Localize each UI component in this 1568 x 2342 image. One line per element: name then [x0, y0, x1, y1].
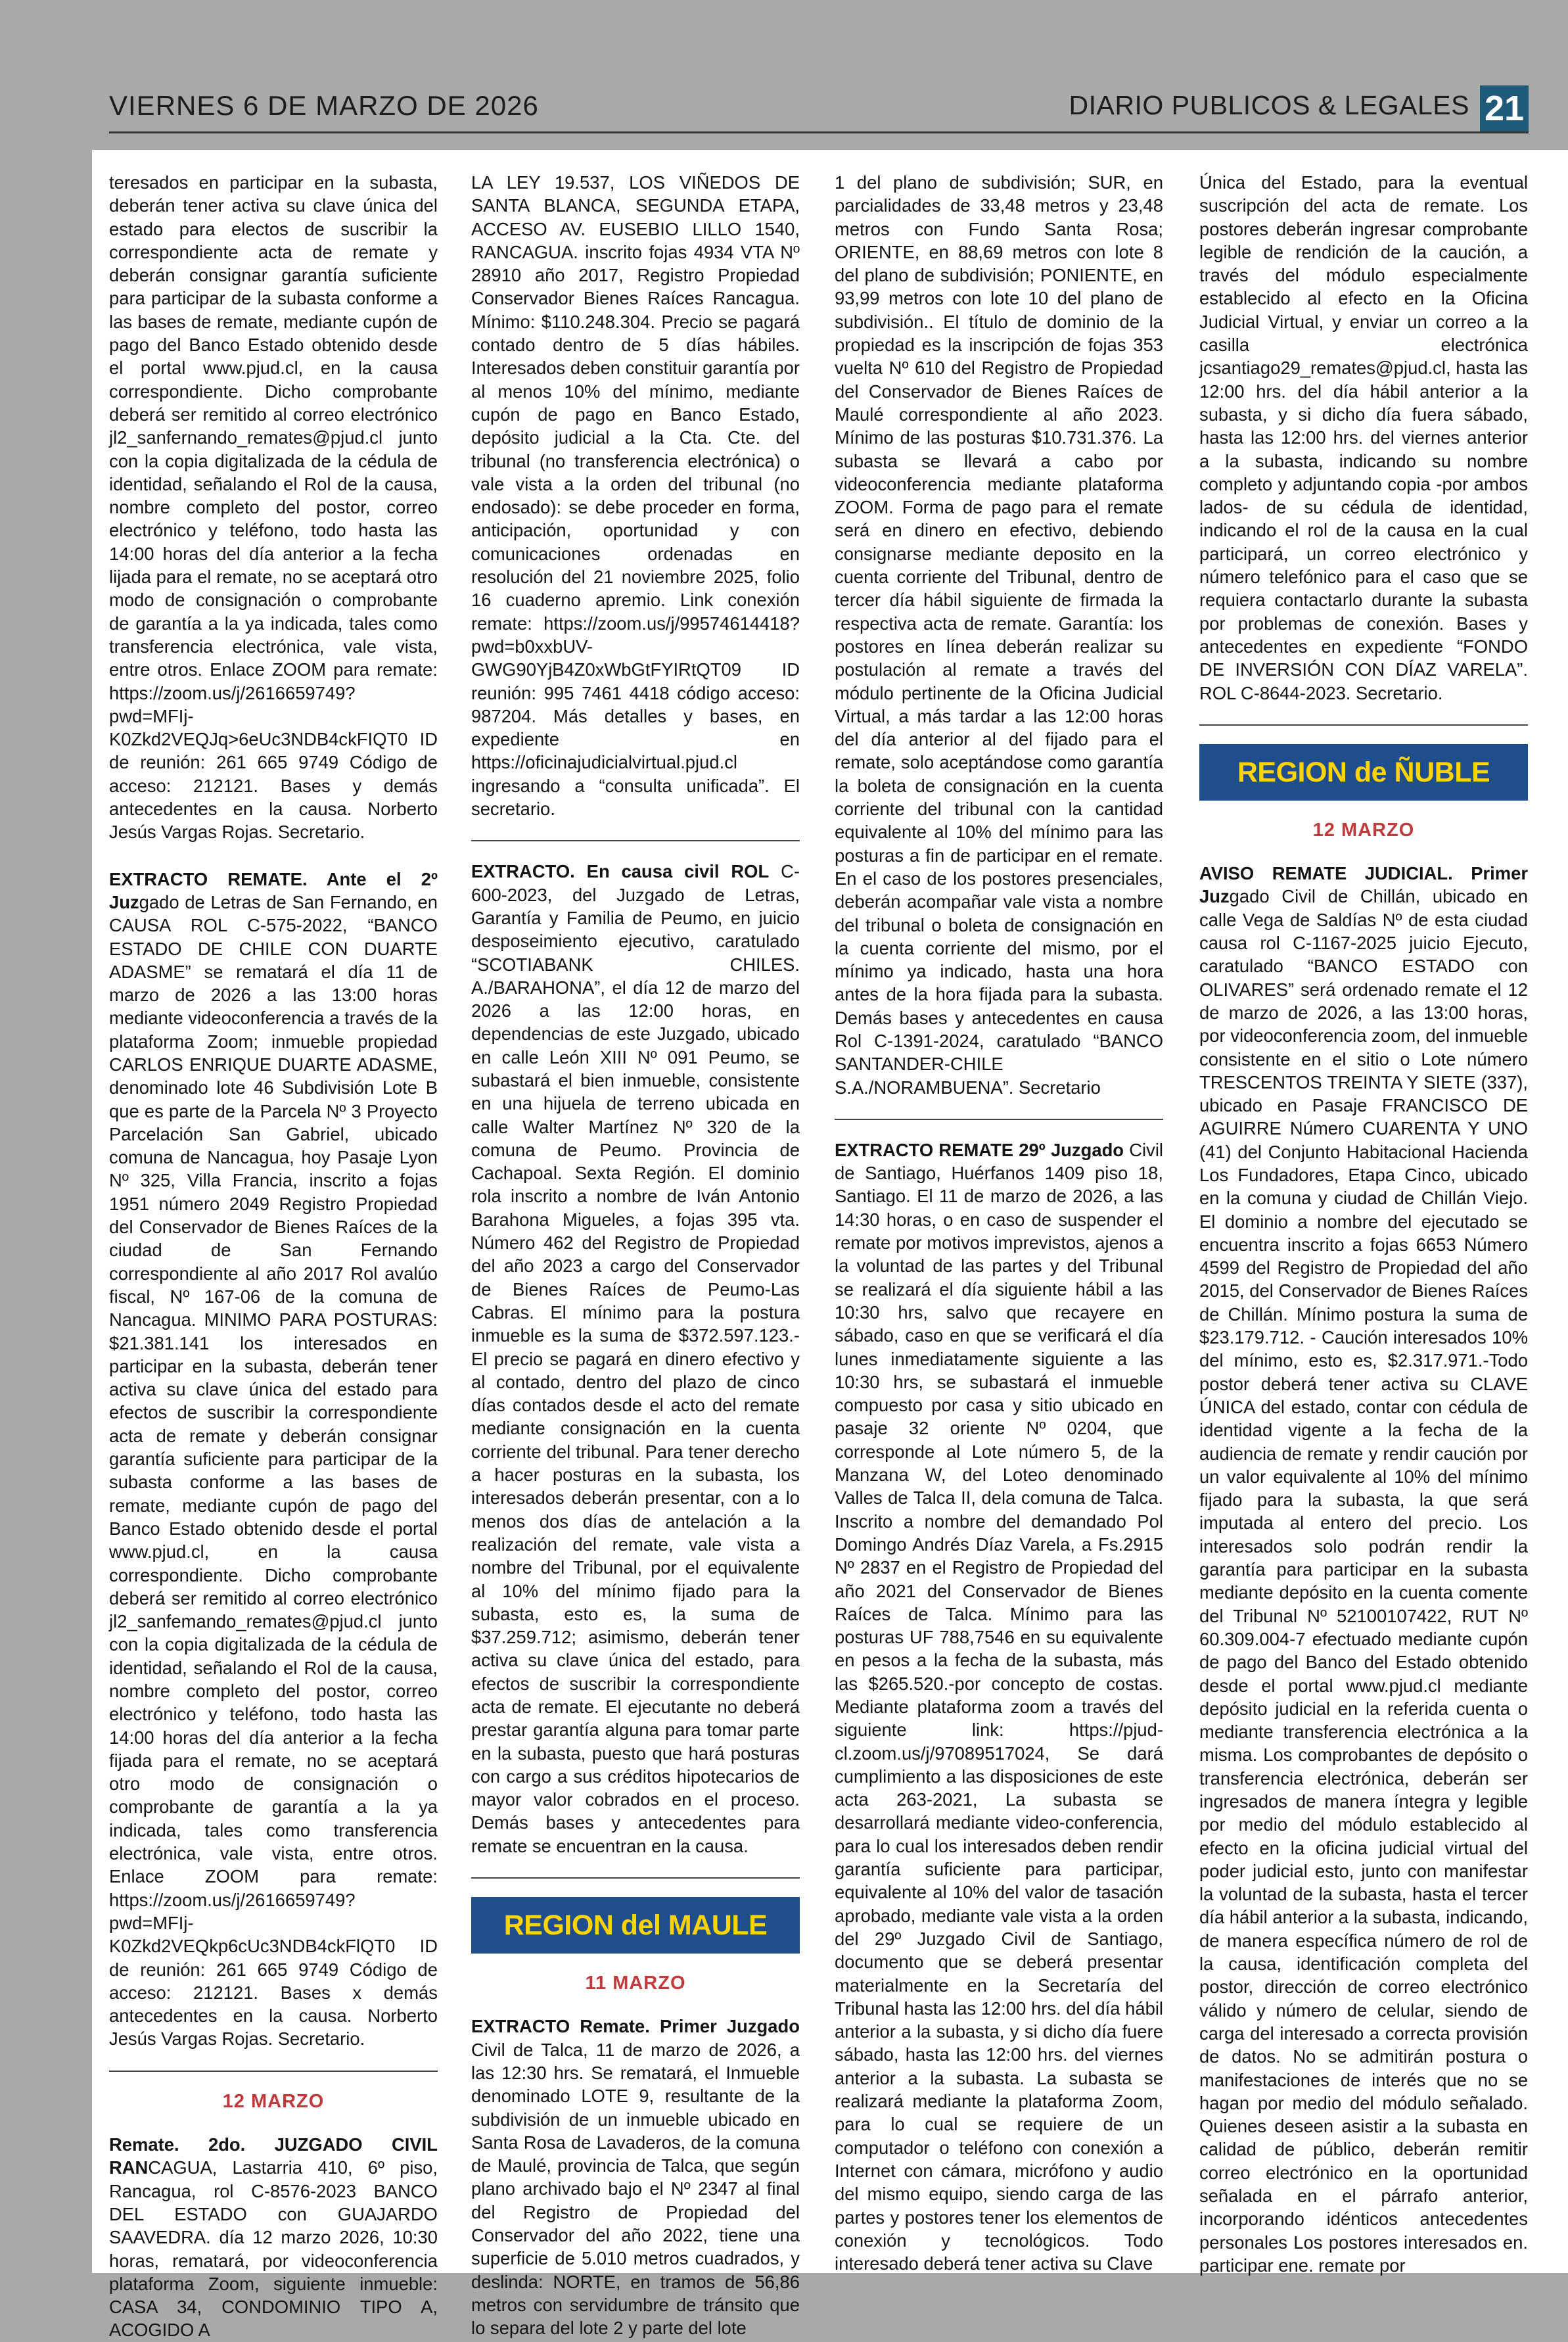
notice-continuation: LA LEY 19.537, LOS VIÑEDOS DE SANTA BLANCA, SEGUNDA ETAPA, ACCESO AV. EUSEBIO LILLO 1540, RANCAGUA. inscrito fojas 4934 VTA Nº 28910 año 2017, Registro Propiedad Conservador Bienes Raíces Rancagua. Mínimo: $110.248.304. Precio se pagará contado dentro de 5 días hábiles. Interesados deben constituir garantía por al menos 10% del mínimo, mediante cupón de pago en Banco Estado, depósito judicial a la Cta. Cte. del tribunal (no transferencia electrónica) o vale vista a la orden del tribunal (no endosado): se debe proceder en forma, anticipación, oportunidad y con comunicaciones ordenadas en resolución del 21 noviembre 2025, folio 16 cuaderno apremio. Link conexión remate: https://zoom.us/j/99574614418?pwd=b0xxbUV-GWG90YjB4Z0xWbGtFYIRtQT09 ID reunión: 995 7461 4418 código acceso: 987204. Más detalles y bases, en expediente en https://oficinajudicialvirtual.pjud.cl ingresando a “consulta unificada”. El secretario. [471, 172, 800, 820]
notice-extracto-peumo [471, 860, 800, 1858]
notice-heading: EXTRACTO REMATE 29º Juzgado [835, 1139, 1124, 1160]
publication-title: DIARIO PUBLICOS & LEGALES [1069, 90, 1469, 120]
notice-body: Civil de Talca, 11 de marzo de 2026, a las 12:30 hrs. Se rematará, el Inmueble denominado LOTE 9, resultante de la subdivisión de un inmueble ubicado en Santa Rosa de Lavaderos, de la comuna de Maulé, provincia de Talca, que según plano archivado bajo el Nº 2347 al final del Registro de Propiedad del Conservador del año 2022, tiene una superficie de 5.010 metros cuadrados, y deslinda: NORTE, en tramos de 56,86 metros con servidumbre de tránsito que lo separa del lote 2 y parte del lote [471, 2039, 800, 2339]
notice-aviso-remate-chillan [1199, 862, 1528, 2277]
notice-body: C-600-2023, del Juzgado de Letras, Garantía y Familia de Peumo, en juicio desposeimiento ejecutivo, caratulado “SCOTIABANK CHILES. A./BARAHONA”, el día 12 de marzo del 2026 a las 12:00 horas, en dependencias de este Juzgado, ubicado en calle León XIII Nº 091 Peumo, se subastará el bien inmueble, consistente en una hijuela de terreno ubicada en calle Walter Martínez Nº 320 de la comuna de Peumo. Provincia de Cachapoal. Sexta Región. El dominio rola inscrito a nombre de Iván Antonio Barahona Migueles, a fojas 395 vta. Número 462 del Registro de Propiedad del año 2023 a cargo del Conservador de Bienes Raíces de Peumo-Las Cabras. El mínimo para la postura inmueble es la suma de $372.597.123.- El precio se pagará en dinero efectivo y al contado, dentro del plazo de cinco días contados desde el acto del remate mediante consignación en la cuenta corriente del tribunal. Para tener derecho a hacer posturas en la subasta, los interesados deberán presentar, con a lo menos dos días de antelación a la realización del remate, vale vista a nombre del Tribunal, por el equivalente al 10% del mínimo fijado para la subasta, esto es, la suma de $37.259.712; asimismo, deberán tener activa su clave única del estado, para efectos de suscribir la correspondiente acta de remate. El ejecutante no deberá prestar garantía alguna para tomar parte en la subasta, puesto que hará posturas con cargo a sus créditos hipotecarios de mayor valor cobrados en el proceso. Demás bases y antecedentes para remate se encuentran en la causa. [471, 861, 800, 1856]
column-3 [835, 171, 1163, 2275]
column-4 [1199, 171, 1528, 2277]
notice-extracto-remate-santiago [835, 1138, 1163, 2276]
notice-continuation: 1 del plano de subdivisión; SUR, en parcialidades de 33,48 metros y 23,48 metros con Fundo Santa Rosa; ORIENTE, en 88,69 metros con lote 8 del plano de subdivisión; PONIENTE, en 93,99 metros con lote 10 del plano de subdivisión.. El título de dominio de la propiedad es la inscripción de fojas 353 vuelta Nº 610 del Registro de Propiedad del Conservador de Bienes Raíces de Maulé correspondiente al año 2023. Mínimo de las posturas $10.731.376. La subasta se llevará a cabo por videoconferencia mediante plataforma ZOOM. Forma de pago para el remate será en dinero en efectivo, debiendo consignarse mediante deposito en la cuenta corriente del Tribunal, dentro de tercer día hábil siguiente de firmada la respectiva acta de remate. Garantía: los postores en línea deberán realizar su postulación al remate a través del módulo pertinente de la Oficina Judicial Virtual, a más tardar a las 12:00 horas del día anterior al del fijado para el remate, solo aceptándose como garantía la boleta de consignación en la cuenta corriente del tribunal con la cantidad equivalente al 10% del mínimo para las posturas a fin de participar en el remate. En el caso de los postores presenciales, deberán acompañar vale vista a nombre del tribunal o boleta de consignación en la cuenta corriente del mismo, por el mínimo ya indicado, hasta una hora antes de la hora fijada para la subasta. Demás bases y antecedentes en causa Rol C-1391-2024, caratulado “BANCO SANTANDER-CHILE S.A./NORAMBUENA”. Secretario [835, 172, 1163, 1098]
column-1 [109, 171, 438, 2342]
notice-continuation: Única del Estado, para la eventual suscripción del acta de remate. Los postores deberán ingresar comprobante legible de rendición de la caución, a través del módulo especialmente establecido al efecto en la Oficina Judicial Virtual, y enviar un correo a la casilla electrónica jcsantiago29_remates@pjud.cl, hasta las 12:00 hrs. del día hábil anterior a la subasta, y si dicho día fuera sábado, hasta las 12:00 hrs. del viernes anterior a la subasta, indicando su nombre completo y adjuntando copia -por ambos lados- de su cédula de identidad, indicando el rol de la causa en la cual participará, un correo electrónico y número telefónico para el caso que se requiera contactarlo durante la subasta por problemas de conexión. Bases y antecedentes en expediente “FONDO DE INVERSIÓN CON DÍAZ VARELA”. ROL C-8644-2023. Secretario. [1199, 172, 1528, 703]
notice-remate-rancagua [109, 2133, 438, 2342]
notice-body: Civil de Santiago, Huérfanos 1409 piso 18, Santiago. El 11 de marzo de 2026, a las 14:30 horas, o en caso de suspender el remate por motivos imprevistos, ajenos a la voluntad de las partes y del Tribunal se realizará el día siguiente hábil a las 10:30 hrs, salvo que recayere en sábado, caso en que se verificará el día lunes inmediatamente siguiente a las 10:30 hrs, se subastará el inmueble compuesto por casa y sitio ubicado en pasaje 32 oriente Nº 0204, que corresponde al Lote número 5, de la Manzana W, del Loteo denominado Valles de Talca II, dela comuna de Talca. Inscrito a nombre del demandado Pol Domingo Andrés Díaz Varela, a Fs.2915 Nº 2837 en el Registro de Propiedad del año 2021 del Conservador de Bienes Raíces de Talca. Mínimo para las posturas UF 788,7546 en su equivalente en pesos a la fecha de la subasta, más las $265.520.-por concepto de costas. Mediante plataforma zoom a través del siguiente link: https://pjud-cl.zoom.us/j/97089517024, Se dará cumplimiento a las disposiciones de este acta 263-2021, La subasta se desarrollará mediante video-conferencia, para lo cual los interesados deben rendir garantía suficiente para participar, equivalente al 10% del valor de tasación aprobado, mediante vale vista a la orden del 29º Juzgado Civil de Santiago, documento que se deberá presentar materialmente en la Secretaría del Tribunal hasta las 12:00 hrs. del día hábil anterior a la subasta, y si dicho día fuere sábado, hasta las 12:00 hrs. del viernes anterior a la subasta. La subasta se realizará mediante la plataforma Zoom, para lo cual se requiere de un computador o teléfono con conexión a Internet con cámara, micrófono y audio del mismo equipo, siendo carga de las partes y postores tener los elementos de conexión y tecnológicos. Todo interesado deberá tener activa su Clave [835, 1139, 1163, 2274]
notice-heading: EXTRACTO Remate. Primer Juzgado [471, 2016, 800, 2037]
section-divider [1199, 724, 1528, 726]
notice-heading: AVISO REMATE JUDICIAL. Primer Juz [1199, 863, 1528, 907]
region-banner-nuble: REGION de ÑUBLE [1199, 744, 1528, 801]
section-divider [471, 840, 800, 841]
region-banner-maule: REGION del MAULE [471, 1897, 800, 1954]
section-divider [109, 2071, 438, 2072]
column-2 [471, 171, 800, 2340]
date-heading: 11 MARZO [585, 1973, 686, 1994]
notice-body: gado Civil de Chillán, ubicado en calle Vega de Saldías Nº de esta ciudad causa rol C-1167-2025 juicio Ejecuto, caratulado “BANCO ESTADO con OLIVARES” será ordenado remate el 12 de marzo de 2026, a las 13:00 horas, por videoconferencia zoom, del inmueble consistente en el sitio o Lote número TRESCENTOS TREINTA Y SIETE (337), ubicado en Pasaje FRANCISCO DE AGUIRRE Número CUARENTA Y UNO (41) del Conjunto Habitacional Hacienda Los Fundadores, Etapa Cinco, ubicado en la comuna y ciudad de Chillán Viejo. El dominio a nombre del ejecutado se encuentra inscrito a fojas 6653 Número 4599 del Registro de Propiedad del año 2015, del Conservador de Bienes Raíces de Chillán. Mínimo postura la suma de $23.179.712. - Caución interesados 10% del mínimo, esto es, $2.317.971.-Todo postor deberá tener activa su CLAVE ÚNICA del estado, contar con cédula de identidad vigente a la fecha de la audiencia de remate y rendir caución por un valor equivalente al 10% del mínimo fijado para la subasta, la que será imputada al entero del precio. Los interesados solo podrán rendir la garantía para participar en la subasta mediante depósito en la cuenta comente del Tribunal Nº 52100107422, RUT Nº 60.309.004-7 efectuado mediante cupón de pago del Banco del Estado obtenido desde el portal www.pjud.cl mediante depósito judicial en la referida cuenta o mediante transferencia electrónica a la misma. Los comprobantes de depósito o transferencia electrónica, deberán ser ingresados de manera íntegra y legible por medio del módulo establecido al efecto en la oficina judicial virtual del poder judicial esto, junto con manifestar la voluntad de la subasta, hasta el tercer día hábil anterior a la subasta, indicando, de manera específica número de rol de la causa, identificación completa del postor, dirección de correo electrónico válido y número de celular, siendo de carga del interesado a correcta provisión de datos. No se admitirán postura o manifestaciones de interés que no se hagan por medio del módulo señalado. Quienes deseen asistir a la subasta en calidad de público, deberán remitir correo electrónico en la oportunidad señalada en el párrafo anterior, incorporando idénticos antecedentes personales Los postores interesados en. participar ene. remate por [1199, 886, 1528, 2276]
notice-continuation: teresados en participar en la subasta, deberán tener activa su clave única del estado para electos de suscribir la correspondiente acta de remate y deberán consignar garantía suficiente para participar de la subasta conforme a las bases de remate, mediante cupón de pago del Banco Estado obtenido desde el portal www.pjud.cl, en la causa correspondiente. Dicho comprobante deberá ser remitido al correo electrónico jl2_sanfernando_remates@pjud.cl junto con la copia digitalizada de la cédula de identidad, señalando el Rol de la causa, nombre completo del postor, correo electrónico y teléfono, todo hasta las 14:00 horas del día anterior a la fecha lijada para el remate, no se aceptará otro modo de consignación o comprobante de garantía a la ya indicada, tales como transferencia electrónica, vale vista, entre otros. Enlace ZOOM para remate: https://zoom.us/j/2616659749?pwd=MFIj-K0Zkd2VEQJq>6eUc3NDB4ckFIQT0 ID de reunión: 261 665 9749 Código de acceso: 212121. Bases y demás antecedentes en la causa. Norberto Jesús Vargas Rojas. Secretario. [109, 172, 438, 843]
notice-extracto-remate-san-fernando [109, 868, 438, 2051]
notice-extracto-remate-talca [471, 2015, 800, 2339]
page-number: 21 [1480, 85, 1529, 131]
notice-heading: EXTRACTO REMATE. Ante el 2º Juz [109, 868, 438, 912]
notice-heading: EXTRACTO. En causa civil ROL [471, 861, 770, 882]
section-divider [835, 1119, 1163, 1120]
header-date: VIERNES 6 DE MARZO DE 2026 [109, 90, 539, 121]
notice-heading: Remate. 2do. JUZGADO CIVIL RAN [109, 2134, 438, 2178]
header-divider [109, 131, 1529, 133]
notice-body: CAGUA, Lastarria 410, 6º piso, Rancagua, rol C-8576-2023 BANCO DEL ESTADO con GUAJARDO SAAVEDRA. día 12 marzo 2026, 10:30 horas, rematará, por videoconferencia plataforma Zoom, siguiente inmueble: CASA 34, CONDOMINIO TIPO A, ACOGIDO A [109, 2157, 438, 2341]
notice-body: gado de Letras de San Fernando, en CAUSA ROL C-575-2022, “BANCO ESTADO DE CHILE CON DUARTE ADASME” se rematará el día 11 de marzo de 2026 a las 13:00 horas mediante videoconferencia a través de la plataforma Zoom; inmueble propiedad CARLOS ENRIQUE DUARTE ADASME, denominado lote 46 Subdivisión Lote B que es parte de la Parcela Nº 3 Proyecto Parcelación San Gabriel, ubicado comuna de Nancagua, hoy Pasaje Lyon Nº 325, Villa Francia, inscrito a fojas 1951 número 2049 Registro Propiedad del Conservador de Bienes Raíces de la ciudad de San Fernando correspondiente al año 2017 Rol avalúo fiscal, Nº 167-06 de la comuna de Nancagua. MINIMO PARA POSTURAS: $21.381.141 los interesados en participar en la subasta, deberán tener activa su clave única del estado para efectos de suscribir la correspondiente acta de remate y deberán consignar garantía suficiente para participar de la subasta conforme a las bases de remate, mediante cupón de pago del Banco Estado obtenido desde el portal www.pjud.cl, en la causa correspondiente. Dicho comprobante deberá ser remitido al correo electrónico jl2_sanfemando_remates@pjud.cl junto con la copia digitalizada de la cédula de identidad, señalando el Rol de la causa, nombre completo del postor, correo electrónico y teléfono, todo hasta las 14:00 horas del día anterior a la fecha fijada para el remate, no se aceptará otro modo de consignación o comprobante de garantía a la ya indicada, tales como transferencia electrónica, vale vista, entre otros. Enlace ZOOM para remate: https://zoom.us/j/2616659749?pwd=MFIj-K0Zkd2VEQkp6cUc3NDB4ckFlQT0 ID de reunión: 261 665 9749 Código de acceso: 212121. Bases x demás antecedentes en la causa. Norberto Jesús Vargas Rojas. Secretario. [109, 891, 438, 2049]
page-header [0, 0, 1568, 135]
section-divider [471, 1877, 800, 1879]
date-heading: 12 MARZO [1312, 819, 1415, 841]
date-heading: 12 MARZO [222, 2090, 325, 2112]
